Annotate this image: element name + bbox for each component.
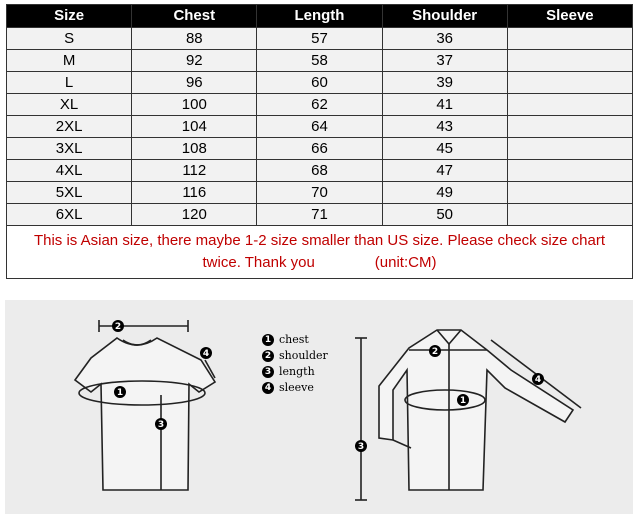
table-cell: 71 <box>257 204 382 226</box>
table-cell: M <box>7 50 132 72</box>
svg-text:1: 1 <box>459 396 467 406</box>
unit-label: (unit:CM) <box>374 254 437 271</box>
table-row <box>7 28 633 50</box>
table-cell: 36 <box>382 28 507 50</box>
table-cell <box>507 204 632 226</box>
table-row <box>7 160 633 182</box>
legend-item <box>262 348 328 364</box>
table-cell: 45 <box>382 138 507 160</box>
svg-text:3: 3 <box>357 442 365 452</box>
table-row <box>7 182 633 204</box>
legend-item <box>262 332 328 348</box>
marker-2-shirt <box>429 345 441 357</box>
table-row <box>7 204 633 226</box>
note-text: This is Asian size, there maybe 1-2 size smaller than US size. Please check size chart twice. Thank you <box>33 232 606 271</box>
tshirt-illustration <box>75 320 215 490</box>
marker-1-tshirt <box>114 386 126 398</box>
table-cell: L <box>7 72 132 94</box>
marker-1-shirt <box>457 394 469 406</box>
table-cell: XL <box>7 94 132 116</box>
table-cell: 68 <box>257 160 382 182</box>
svg-text:4: 4 <box>534 375 542 385</box>
table-cell: 62 <box>257 94 382 116</box>
legend-number: 2 <box>262 350 274 362</box>
table-cell: 116 <box>132 182 257 204</box>
column-header: Sleeve <box>507 5 632 28</box>
table-cell: 5XL <box>7 182 132 204</box>
table-cell: 96 <box>132 72 257 94</box>
table-row <box>7 50 633 72</box>
table-cell: 4XL <box>7 160 132 182</box>
table-cell: 50 <box>382 204 507 226</box>
marker-4-tshirt <box>200 347 212 359</box>
legend-number: 4 <box>262 382 274 394</box>
size-note <box>7 226 633 279</box>
legend-label: shoulder <box>279 349 328 362</box>
table-cell: 58 <box>257 50 382 72</box>
legend-item <box>262 380 328 396</box>
measurement-legend <box>262 332 328 396</box>
table-row <box>7 116 633 138</box>
table-cell <box>507 50 632 72</box>
table-cell: 66 <box>257 138 382 160</box>
legend-number: 3 <box>262 366 274 378</box>
marker-2-tshirt <box>112 320 124 332</box>
table-cell: 70 <box>257 182 382 204</box>
column-header: Size <box>7 5 132 28</box>
table-cell <box>507 72 632 94</box>
marker-4-shirt <box>532 373 544 385</box>
table-cell: 100 <box>132 94 257 116</box>
legend-item <box>262 364 328 380</box>
table-cell: 108 <box>132 138 257 160</box>
table-cell: 2XL <box>7 116 132 138</box>
table-cell: 120 <box>132 204 257 226</box>
table-cell: 92 <box>132 50 257 72</box>
table-row <box>7 94 633 116</box>
table-cell: 57 <box>257 28 382 50</box>
table-cell <box>507 160 632 182</box>
table-cell: 39 <box>382 72 507 94</box>
marker-3-shirt <box>355 440 367 452</box>
svg-text:2: 2 <box>114 322 122 332</box>
svg-text:3: 3 <box>157 420 165 430</box>
svg-text:4: 4 <box>202 349 210 359</box>
size-chart-table <box>6 4 633 279</box>
table-cell <box>507 28 632 50</box>
legend-label: chest <box>279 333 309 346</box>
table-cell: 3XL <box>7 138 132 160</box>
table-cell: 6XL <box>7 204 132 226</box>
measurement-diagram <box>5 300 633 514</box>
table-cell <box>507 94 632 116</box>
table-header-row <box>7 5 633 28</box>
table-cell: 64 <box>257 116 382 138</box>
table-cell: 60 <box>257 72 382 94</box>
table-cell: 41 <box>382 94 507 116</box>
column-header: Shoulder <box>382 5 507 28</box>
table-row <box>7 72 633 94</box>
table-cell: S <box>7 28 132 50</box>
table-body <box>7 28 633 226</box>
column-header: Chest <box>132 5 257 28</box>
table-cell: 47 <box>382 160 507 182</box>
table-cell: 88 <box>132 28 257 50</box>
column-header: Length <box>257 5 382 28</box>
legend-label: sleeve <box>279 381 314 394</box>
shirt-illustration <box>355 330 581 500</box>
table-cell: 49 <box>382 182 507 204</box>
svg-text:2: 2 <box>431 347 439 357</box>
table-cell: 43 <box>382 116 507 138</box>
legend-label: length <box>279 365 315 378</box>
table-row <box>7 138 633 160</box>
svg-text:1: 1 <box>116 388 124 398</box>
table-cell: 37 <box>382 50 507 72</box>
table-cell <box>507 182 632 204</box>
marker-3-tshirt <box>155 418 167 430</box>
table-cell <box>507 116 632 138</box>
table-cell: 112 <box>132 160 257 182</box>
note-row <box>7 226 633 279</box>
table-cell: 104 <box>132 116 257 138</box>
table-cell <box>507 138 632 160</box>
legend-number: 1 <box>262 334 274 346</box>
